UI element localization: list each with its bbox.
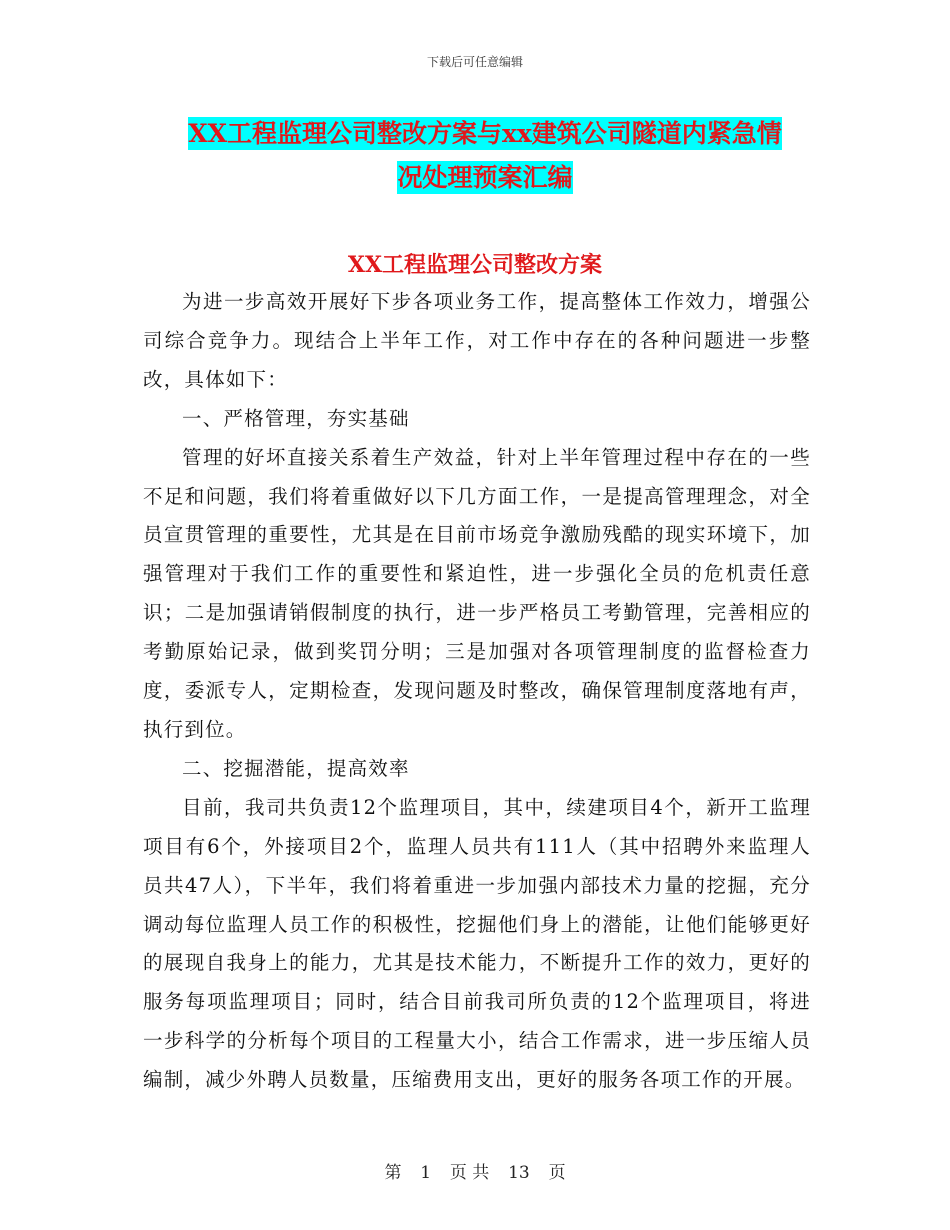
footer-page-number: 1 (420, 1163, 432, 1183)
paragraph-management: 管理的好坏直接关系着生产效益，针对上半年管理过程中存在的一些不足和问题，我们将着重做好以下几方面工作，一是提高管理理念，对全员宣贯管理的重要性，尤其是在目前市场竞争激励残酷的现实环境下，加强管理对于我们工作的重要性和紧迫性，进一步强化全员的危机责任意识；二是加强请销假制度的执行，进一步严格员工考勤管理，完善相应的考勤原始记录，做到奖罚分明；三是加强对各项管理制度的监督检查力度，委派专人，定期检查，发现问题及时整改，确保管理制度落地有声，执行到位。 (143, 445, 811, 741)
heading-strict-management: 一、严格管理，夯实基础 (182, 406, 410, 430)
section-title: XX工程监理公司整改方案 (347, 252, 603, 278)
footer-prefix: 第 (384, 1163, 402, 1183)
document-title (140, 112, 830, 200)
body-text (143, 283, 811, 1100)
footer-suffix: 页 (548, 1163, 566, 1183)
document-title-line1: XX工程监理公司整改方案与xx建筑公司隧道内紧急情 (188, 119, 782, 148)
paragraph-projects: 目前，我司共负责12个监理项目，其中，续建项目4个，新开工监理项目有6个，外接项目2个，监理人员共有111人（其中招聘外来监理人员共47人），下半年，我们将着重进一步加强内部技术力量的挖掘，充分调动每位监理人员工作的积极性，挖掘他们身上的潜能，让他们能够更好的展现自我身上的能力，尤其是技术能力，不断提升工作的效力，更好的服务每项监理项目；同时，结合目前我司所负责的12个监理项目，将进一步科学的分析每个项目的工程量大小，结合工作需求，进一步压缩人员编制，减少外聘人员数量，压缩费用支出，更好的服务各项工作的开展。 (143, 795, 811, 1092)
page-footer (0, 1158, 950, 1183)
paragraph-intro: 为进一步高效开展好下步各项业务工作，提高整体工作效力，增强公司综合竞争力。现结合上半年工作，对工作中存在的各种问题进一步整改，具体如下： (143, 290, 811, 391)
footer-middle: 页 共 (449, 1163, 490, 1183)
heading-tap-potential: 二、挖掘潜能，提高效率 (182, 756, 410, 780)
document-title-line2: 况处理预案汇编 (397, 163, 573, 192)
footer-total-pages: 13 (508, 1163, 530, 1183)
header-note: 下载后可任意编辑 (426, 55, 523, 69)
